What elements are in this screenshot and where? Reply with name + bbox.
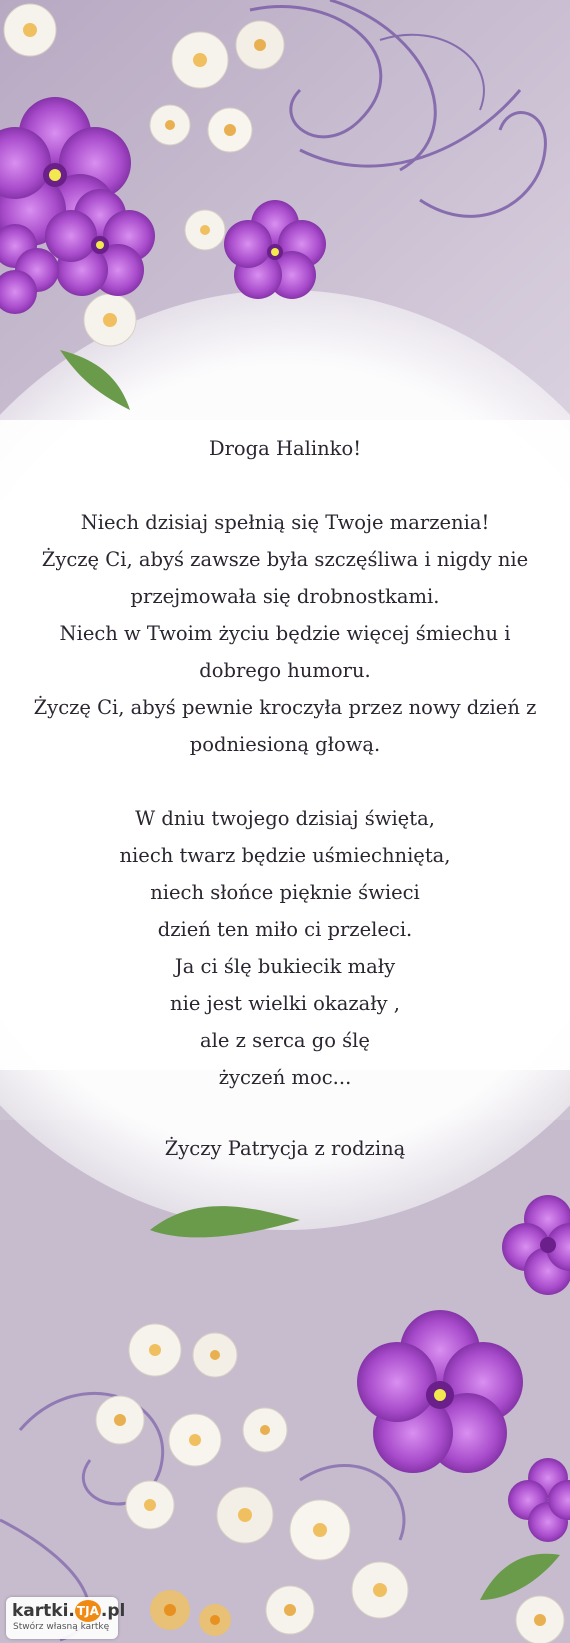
wish-line: podniesioną głową. bbox=[189, 733, 381, 756]
wish-line: Życzę Ci, abyś pewnie kroczyła przez nowy dzień z bbox=[33, 696, 537, 719]
logo-tagline: Stwórz własną kartkę bbox=[13, 1622, 110, 1632]
poem-line: życzeń moc... bbox=[218, 1066, 352, 1089]
card-message bbox=[20, 430, 550, 1167]
poem-line: ale z serca go ślę bbox=[200, 1029, 370, 1052]
poem-line: W dniu twojego dzisiaj święta, bbox=[135, 807, 435, 830]
wish-line: dobrego humoru. bbox=[199, 659, 371, 682]
wish-line: przejmowała się drobnostkami. bbox=[130, 585, 440, 608]
signature: Życzy Patrycja z rodziną bbox=[164, 1137, 406, 1160]
greeting-line: Droga Halinko! bbox=[208, 437, 362, 460]
poem-line: niech twarz będzie uśmiechnięta, bbox=[119, 844, 451, 867]
wish-line: Niech w Twoim życiu będzie więcej śmiechu i bbox=[59, 622, 511, 645]
wish-line: Życzę Ci, abyś zawsze była szczęśliwa i nigdy nie bbox=[41, 548, 529, 571]
logo-brand-left: kartki. bbox=[12, 1601, 75, 1621]
poem-line: dzień ten miło ci przeleci. bbox=[157, 918, 413, 941]
site-logo[interactable] bbox=[6, 1597, 126, 1639]
wish-line: Niech dzisiaj spełnią się Twoje marzenia! bbox=[80, 511, 490, 534]
poem-line: niech słońce pięknie świeci bbox=[150, 881, 420, 904]
poem-line: Ja ci ślę bukiecik mały bbox=[174, 955, 396, 978]
poem-line: nie jest wielki okazały , bbox=[170, 992, 400, 1015]
logo-brand-right: .pl bbox=[100, 1601, 126, 1621]
logo-brand bbox=[12, 1600, 125, 1622]
logo-brand-mid: TJA bbox=[75, 1600, 101, 1622]
